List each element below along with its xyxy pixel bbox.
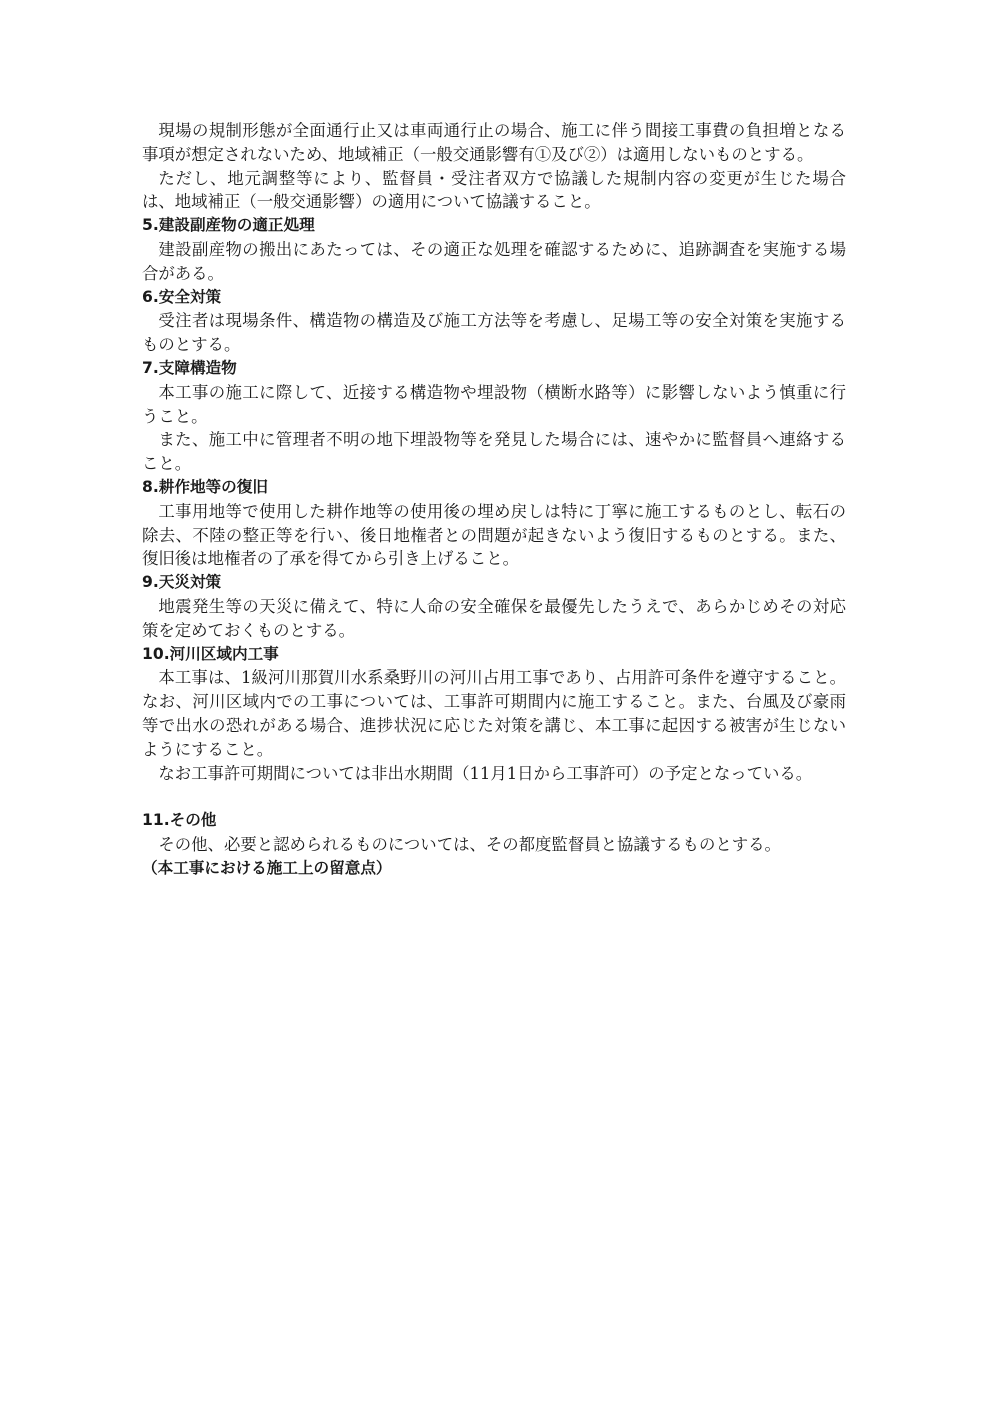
section-heading: 5.建設副産物の適正処理 xyxy=(142,216,315,235)
section-heading: 10.河川区域内工事 xyxy=(142,644,279,663)
section-6 xyxy=(142,286,846,357)
section-heading: 9.天災対策 xyxy=(142,573,222,592)
section-8 xyxy=(142,476,846,571)
section-paragraph: 地震発生等の天災に備えて、特に人命の安全確保を最優先したうえで、あらかじめその対応策を定めておくものとする。 xyxy=(142,596,846,640)
section-paragraph: 本工事の施工に際して、近接する構造物や埋設物（横断水路等）に影響しないよう慎重に行うこと。 xyxy=(142,382,846,426)
section-5 xyxy=(142,214,846,285)
document-page xyxy=(142,119,846,881)
footer-heading: （本工事における施工上の留意点） xyxy=(142,858,392,877)
section-paragraph: なお工事許可期間については非出水期間（11月1日から工事許可）の予定となっている。 xyxy=(158,763,813,783)
section-10 xyxy=(142,643,846,786)
section-paragraph: 本工事は、1級河川那賀川水系桑野川の河川占用工事であり、占用許可条件を遵守すること。なお、河川区域内での工事については、工事許可期間内に施工すること。また、台風及び豪雨等で出水の恐れがある場合、進捗状況に応じた対策を講じ、本工事に起因する被害が生じないようにすること。 xyxy=(142,668,846,759)
section-9 xyxy=(142,571,846,642)
section-paragraph: また、施工中に管理者不明の地下埋設物等を発見した場合には、速やかに監督員へ連絡すること。 xyxy=(142,430,846,474)
section-paragraph: その他、必要と認められるものについては、その都度監督員と協議するものとする。 xyxy=(158,834,781,854)
section-heading: 6.安全対策 xyxy=(142,287,222,306)
section-heading: 11.その他 xyxy=(142,811,217,830)
section-7 xyxy=(142,357,846,476)
blank-line xyxy=(142,785,846,809)
intro-paragraph: 現場の規制形態が全面通行止又は車両通行止の場合、施工に伴う間接工事費の負担増となる事項が想定されないため、地域補正（一般交通影響有①及び②）は適用しないものとする。 xyxy=(142,121,846,164)
section-paragraph: 受注者は現場条件、構造物の構造及び施工方法等を考慮し、足場工等の安全対策を実施するものとする。 xyxy=(142,311,846,355)
section-paragraph: 建設副産物の搬出にあたっては、その適正な処理を確認するために、追跡調査を実施する場合がある。 xyxy=(142,239,846,283)
section-heading: 8.耕作地等の復旧 xyxy=(142,477,268,496)
section-heading: 7.支障構造物 xyxy=(142,358,237,377)
intro-paragraph: ただし、地元調整等により、監督員・受注者双方で協議した規制内容の変更が生じた場合は、地域補正（一般交通影響）の適用について協議すること。 xyxy=(142,168,846,212)
section-11 xyxy=(142,809,846,857)
section-paragraph: 工事用地等で使用した耕作地等の使用後の埋め戻しは特に丁寧に施工するものとし、転石の除去、不陸の整正等を行い、後日地権者との問題が起きないよう復旧するものとする。また、復旧後は地権者の了承を得てから引き上げること。 xyxy=(142,501,846,569)
